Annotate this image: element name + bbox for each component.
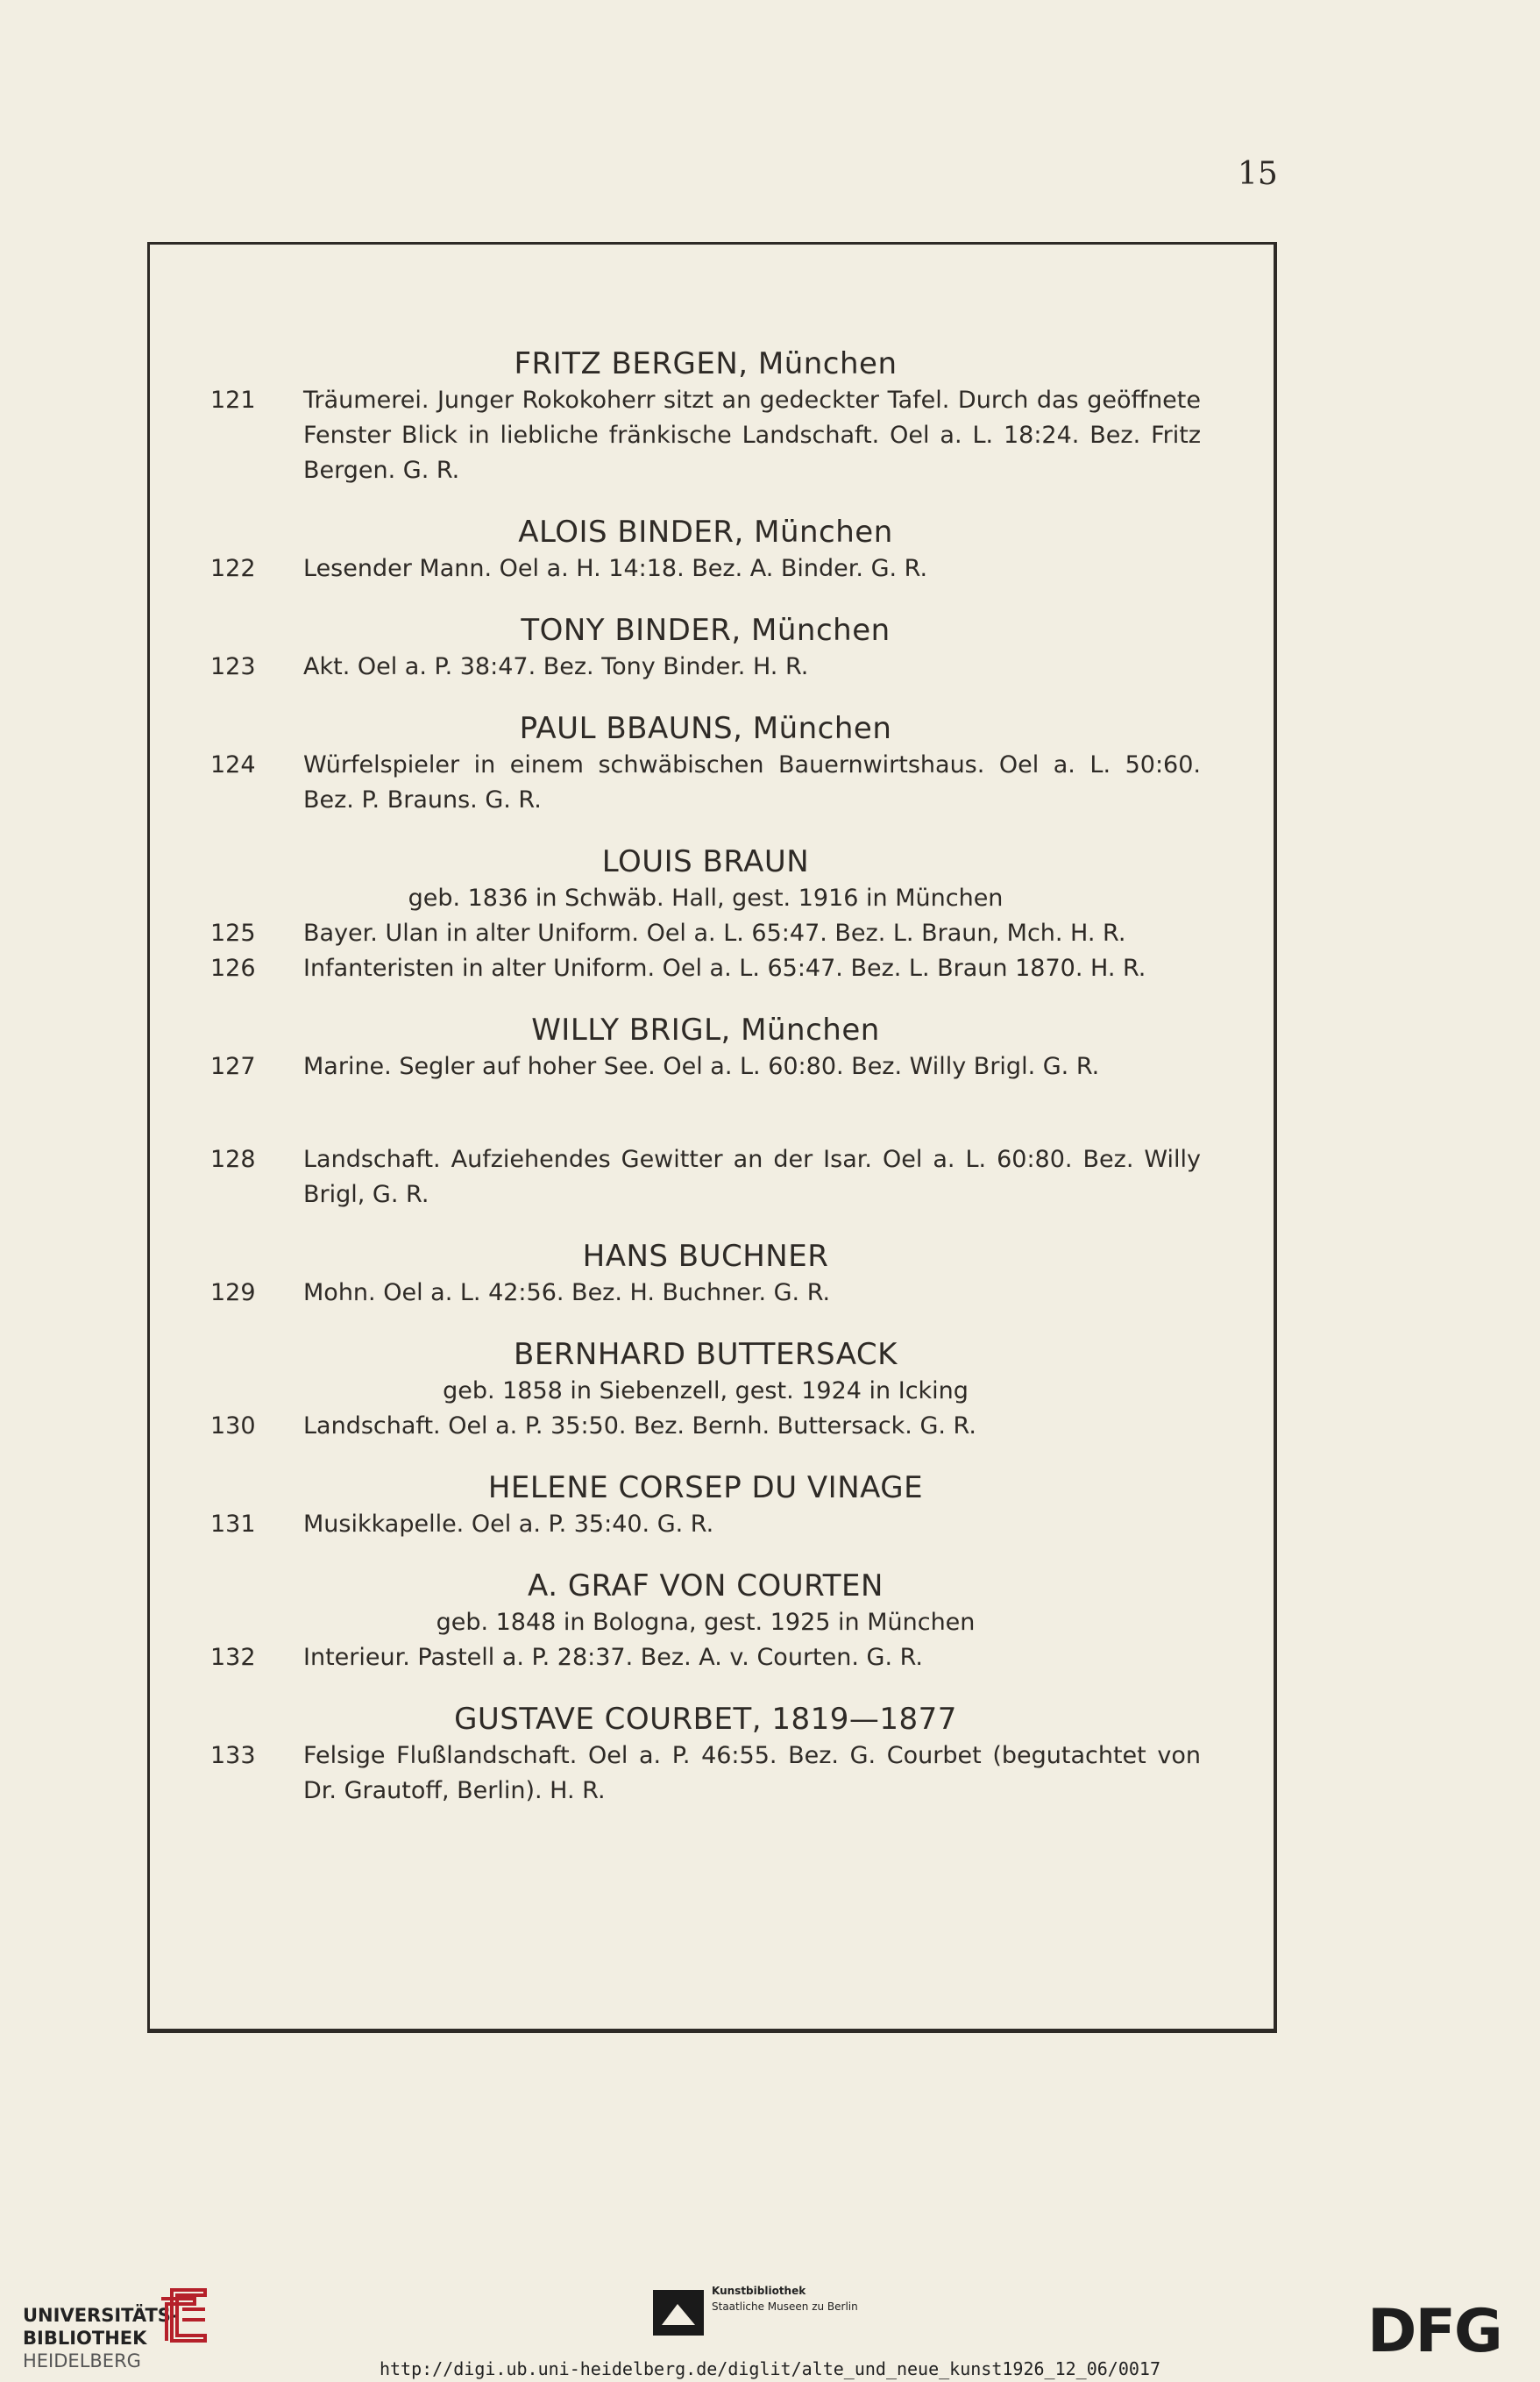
ub-logo-icon (154, 2283, 216, 2346)
lot-description: Musikkapelle. Oel a. P. 35:40. G. R. (303, 1511, 714, 1538)
artist-section (210, 709, 1201, 818)
catalog-entry (210, 1049, 1201, 1084)
kb-logo-line: Kunstbibliothek (712, 2285, 806, 2297)
catalog-entry (210, 1276, 1201, 1311)
kb-logo-line: Staatliche Museen zu Berlin (712, 2300, 858, 2313)
lot-number: 123 (210, 653, 256, 680)
catalog-entry (210, 1142, 1201, 1212)
artist-name: TONY BINDER, München (521, 613, 891, 648)
lot-description: Mohn. Oel a. L. 42:56. Bez. H. Buchner. G. R. (303, 1279, 831, 1306)
lot-description: Marine. Segler auf hoher See. Oel a. L. 60:80. Bez. Willy Brigl. G. R. (303, 1053, 1100, 1080)
artist-name: A. GRAF VON COURTEN (528, 1568, 884, 1603)
catalog-entry (210, 1640, 1201, 1675)
catalog-entry (210, 551, 1201, 587)
kunstbibliothek-logo[interactable] (712, 2283, 858, 2314)
lot-description: Träumerei. Junger Rokokoherr sitzt an gedeckter Tafel. Durch das geöffnete Fenster Blick in liebliche fränkische Landschaft. Oel a. L. 18:24. Bez. Fritz Bergen. G. R. (303, 387, 1201, 484)
artist-name: FRITZ BERGEN, München (514, 346, 898, 381)
kunstbibliothek-logo-icon (653, 2290, 704, 2336)
artist-bio: geb. 1848 in Bologna, gest. 1925 in München (436, 1609, 976, 1636)
artist-section (210, 513, 1201, 587)
artist-bio: geb. 1836 in Schwäb. Hall, gest. 1916 in München (408, 885, 1004, 912)
catalog-entry (210, 1409, 1201, 1444)
catalog-entry (210, 650, 1201, 685)
lot-description: Lesender Mann. Oel a. H. 14:18. Bez. A. Binder. G. R. (303, 555, 928, 582)
lot-description: Würfelspieler in einem schwäbischen Bauernwirtshaus. Oel a. L. 50:60. Bez. P. Brauns. G. R. (303, 751, 1201, 814)
page-number: 15 (1238, 156, 1278, 192)
ub-logo-line: BIBLIOTHEK (23, 2328, 147, 2349)
artist-section (210, 1567, 1201, 1675)
artist-name: GUSTAVE COURBET, 1819—1877 (454, 1702, 957, 1737)
artist-section (210, 843, 1201, 986)
lot-number: 132 (210, 1644, 256, 1671)
artist-section (210, 345, 1201, 488)
lot-number: 131 (210, 1511, 256, 1538)
catalog-entry (210, 951, 1201, 986)
artist-name: WILLY BRIGL, München (531, 1013, 880, 1048)
lot-number: 127 (210, 1053, 256, 1080)
lot-description: Landschaft. Oel a. P. 35:50. Bez. Bernh. Buttersack. G. R. (303, 1412, 976, 1440)
catalog-entry (210, 748, 1201, 818)
artist-name: HELENE CORSEP DU VINAGE (487, 1470, 924, 1505)
artist-bio: geb. 1858 in Siebenzell, gest. 1924 in Icking (443, 1377, 969, 1404)
catalog-list (210, 320, 1201, 1828)
lot-number: 125 (210, 920, 256, 947)
lot-description: Interieur. Pastell a. P. 28:37. Bez. A. v. Courten. G. R. (303, 1644, 923, 1671)
lot-number: 124 (210, 751, 256, 779)
artist-section (210, 1468, 1201, 1542)
ub-logo-line: HEIDELBERG (23, 2350, 141, 2371)
catalog-entry (210, 916, 1201, 951)
artist-name: LOUIS BRAUN (601, 844, 810, 879)
artist-name: HANS BUCHNER (582, 1239, 829, 1274)
lot-description: Bayer. Ulan in alter Uniform. Oel a. L. 65:47. Bez. L. Braun, Mch. H. R. (303, 920, 1126, 947)
lot-number: 121 (210, 387, 256, 414)
lot-number: 130 (210, 1412, 256, 1440)
lot-description: Akt. Oel a. P. 38:47. Bez. Tony Binder. H. R. (303, 653, 809, 680)
artist-name: PAUL BBAUNS, München (519, 711, 892, 746)
artist-name: BERNHARD BUTTERSACK (514, 1337, 898, 1372)
lot-number: 129 (210, 1279, 256, 1306)
lot-description: Felsige Flußlandschaft. Oel a. P. 46:55. Bez. G. Courbet (begutachtet von Dr. Grautoff, Berlin). H. R. (303, 1742, 1201, 1804)
artist-name: ALOIS BINDER, München (518, 515, 893, 550)
lot-number: 128 (210, 1146, 256, 1173)
digitization-footer (0, 2271, 1540, 2382)
lot-number: 126 (210, 955, 256, 982)
artist-section (210, 1335, 1201, 1444)
artist-section (210, 1700, 1201, 1809)
ub-logo-line: UNIVERSITÄTS- (23, 2305, 179, 2326)
artist-section (210, 1011, 1201, 1212)
lot-number: 133 (210, 1742, 256, 1769)
artist-section (210, 611, 1201, 685)
lot-description: Infanteristen in alter Uniform. Oel a. L. 65:47. Bez. L. Braun 1870. H. R. (303, 955, 1146, 982)
lot-number: 122 (210, 555, 256, 582)
dfg-logo[interactable]: DFG (1367, 2297, 1501, 2366)
source-url[interactable]: http://digi.ub.uni-heidelberg.de/diglit/alte_und_neue_kunst1926_12_06/0017 (379, 2358, 1161, 2379)
lot-description: Landschaft. Aufziehendes Gewitter an der Isar. Oel a. L. 60:80. Bez. Willy Brigl, G. R. (303, 1146, 1201, 1208)
catalog-entry (210, 1739, 1201, 1809)
catalog-entry (210, 383, 1201, 488)
catalog-entry (210, 1507, 1201, 1542)
artist-section (210, 1237, 1201, 1311)
